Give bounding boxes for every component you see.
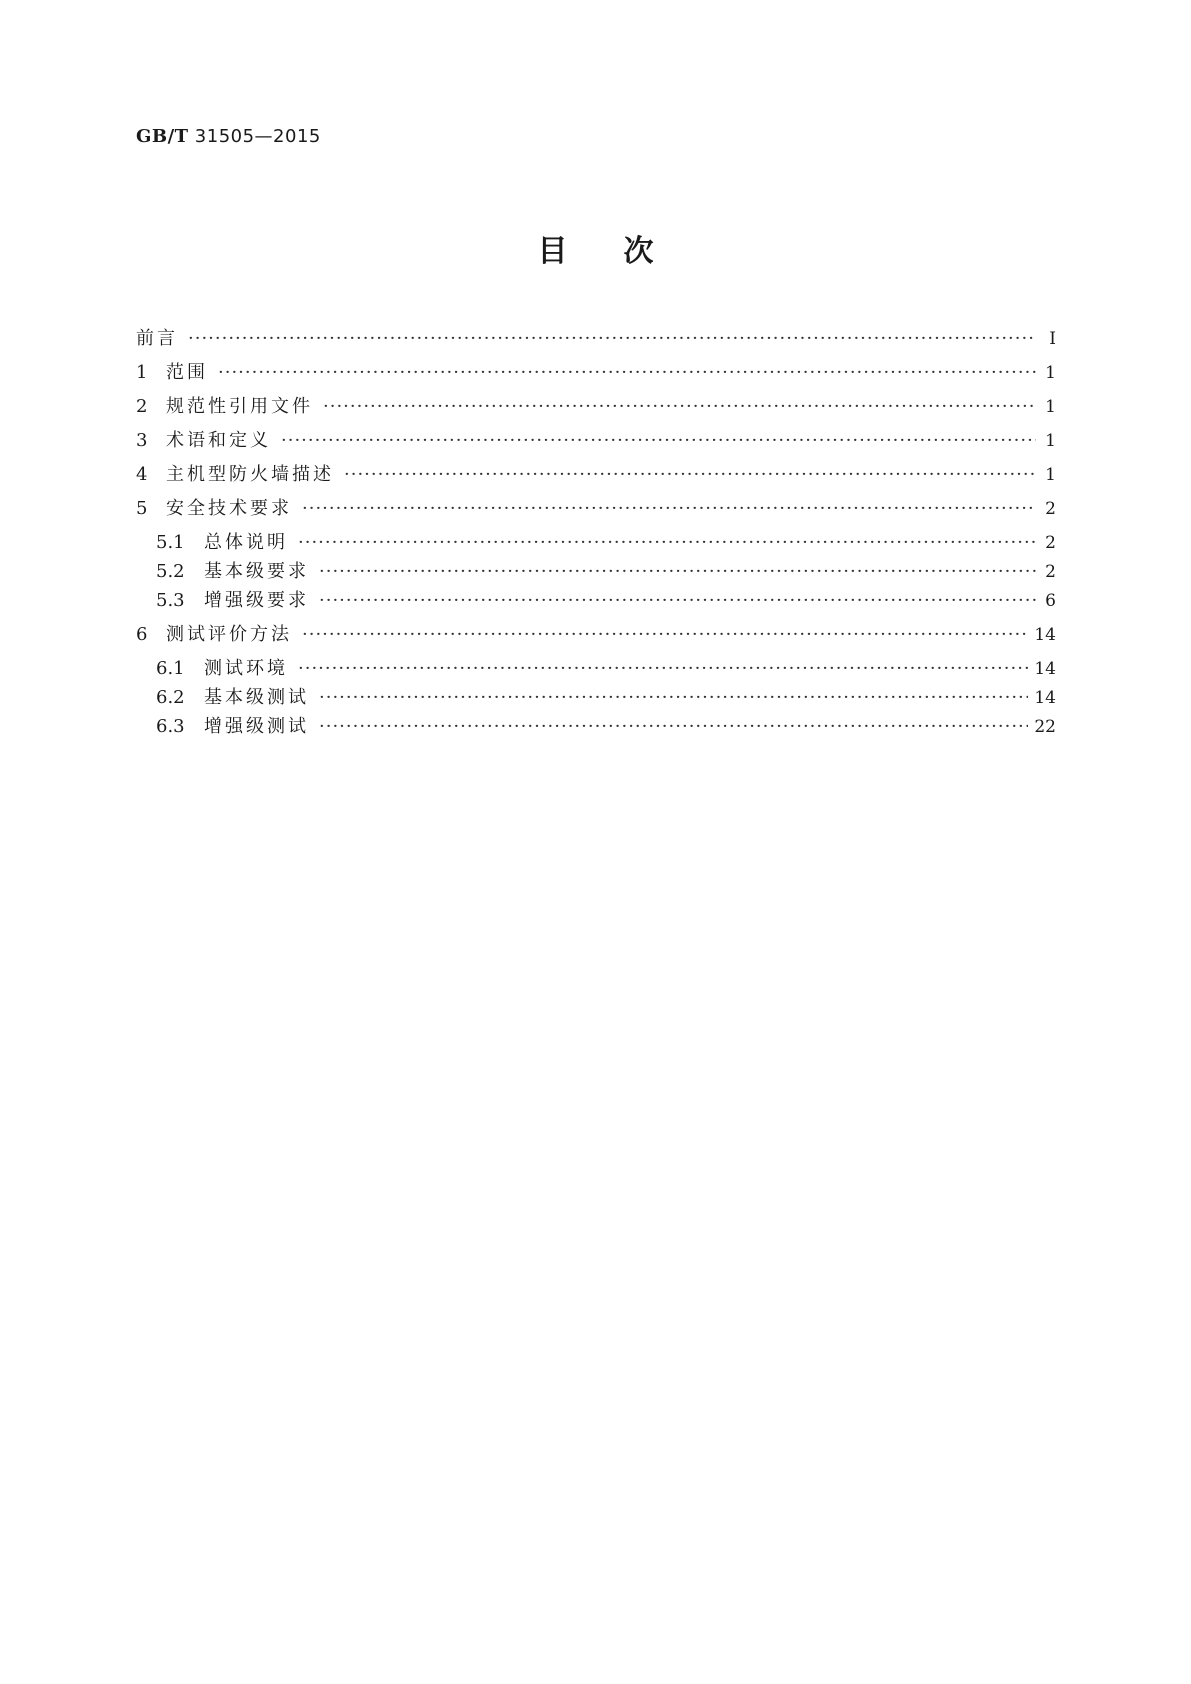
toc-entry-page: 1 [1045,397,1056,417]
toc-leader-dots [319,561,1036,582]
toc-leader-dots [319,687,1028,708]
toc-entry-page: Ⅰ [1049,329,1056,349]
toc-leader-dots [298,658,1028,679]
toc-leader-dots [323,396,1036,417]
toc-entry-foreword[interactable] [136,324,1056,354]
toc-entry-page: 1 [1045,363,1056,383]
toc-entry-page: 22 [1034,717,1056,737]
toc-entry-title: 基本级测试 [204,687,309,708]
toc-entry-number: 5.1 [156,532,185,553]
toc-entry-page: 2 [1045,533,1056,553]
toc-entry-number: 5.3 [156,590,185,611]
toc-entry-title: 规范性引用文件 [166,396,313,417]
toc-entry-page: 14 [1034,625,1056,645]
toc-entry-4[interactable] [136,460,1056,490]
toc-entry-title: 前言 [136,328,178,349]
standard-number: 31505—2015 [194,126,321,147]
toc-entry-title: 测试环境 [204,658,288,679]
toc-entry-page: 2 [1045,562,1056,582]
toc-entry-6-3[interactable] [156,712,1056,742]
toc-leader-dots [302,624,1028,645]
toc-entry-number: 6.1 [156,658,185,679]
toc-leader-dots [218,362,1036,383]
toc-entry-title: 基本级要求 [204,561,309,582]
toc-entry-number: 1 [136,362,148,383]
toc-entry-page: 14 [1034,688,1056,708]
page-title: 目次 [537,234,710,269]
toc-leader-dots [281,430,1036,451]
toc-entry-title: 主机型防火墙描述 [166,464,334,485]
toc-entry-6-1[interactable] [156,654,1056,684]
toc-entry-number: 6.3 [156,716,185,737]
toc-entry-3[interactable] [136,426,1056,456]
toc-entry-page: 14 [1034,659,1056,679]
toc-entry-page: 1 [1045,431,1056,451]
toc-leader-dots [302,498,1036,519]
toc-entry-2[interactable] [136,392,1056,422]
toc-entry-title: 增强级要求 [204,590,309,611]
toc-entry-5[interactable] [136,494,1056,524]
toc-leader-dots [344,464,1036,485]
toc-entry-page: 6 [1045,591,1056,611]
toc-entry-title: 增强级测试 [204,716,309,737]
toc-leader-dots [188,328,1036,349]
toc-entry-page: 1 [1045,465,1056,485]
toc-entry-title: 总体说明 [204,532,288,553]
standard-prefix: GB/T [136,126,189,147]
toc-entry-5-2[interactable] [156,557,1056,587]
toc-entry-5-3[interactable] [156,586,1056,616]
toc-leader-dots [319,590,1036,611]
toc-entry-number: 5 [136,498,148,519]
toc-leader-dots [298,532,1036,553]
toc-leader-dots [319,716,1028,737]
standard-code [136,126,321,147]
toc-entry-number: 3 [136,430,148,451]
toc-entry-title: 测试评价方法 [166,624,292,645]
toc-entry-number: 5.2 [156,561,185,582]
toc-entry-5-1[interactable] [156,528,1056,558]
toc-entry-number: 6.2 [156,687,185,708]
toc-entry-number: 6 [136,624,148,645]
toc-entry-title: 范围 [166,362,208,383]
toc-entry-number: 4 [136,464,148,485]
toc-entry-page: 2 [1045,499,1056,519]
toc-entry-6[interactable] [136,620,1056,650]
toc-entry-6-2[interactable] [156,683,1056,713]
toc-entry-1[interactable] [136,358,1056,388]
toc-entry-number: 2 [136,396,148,417]
toc-entry-title: 安全技术要求 [166,498,292,519]
toc-entry-title: 术语和定义 [166,430,271,451]
